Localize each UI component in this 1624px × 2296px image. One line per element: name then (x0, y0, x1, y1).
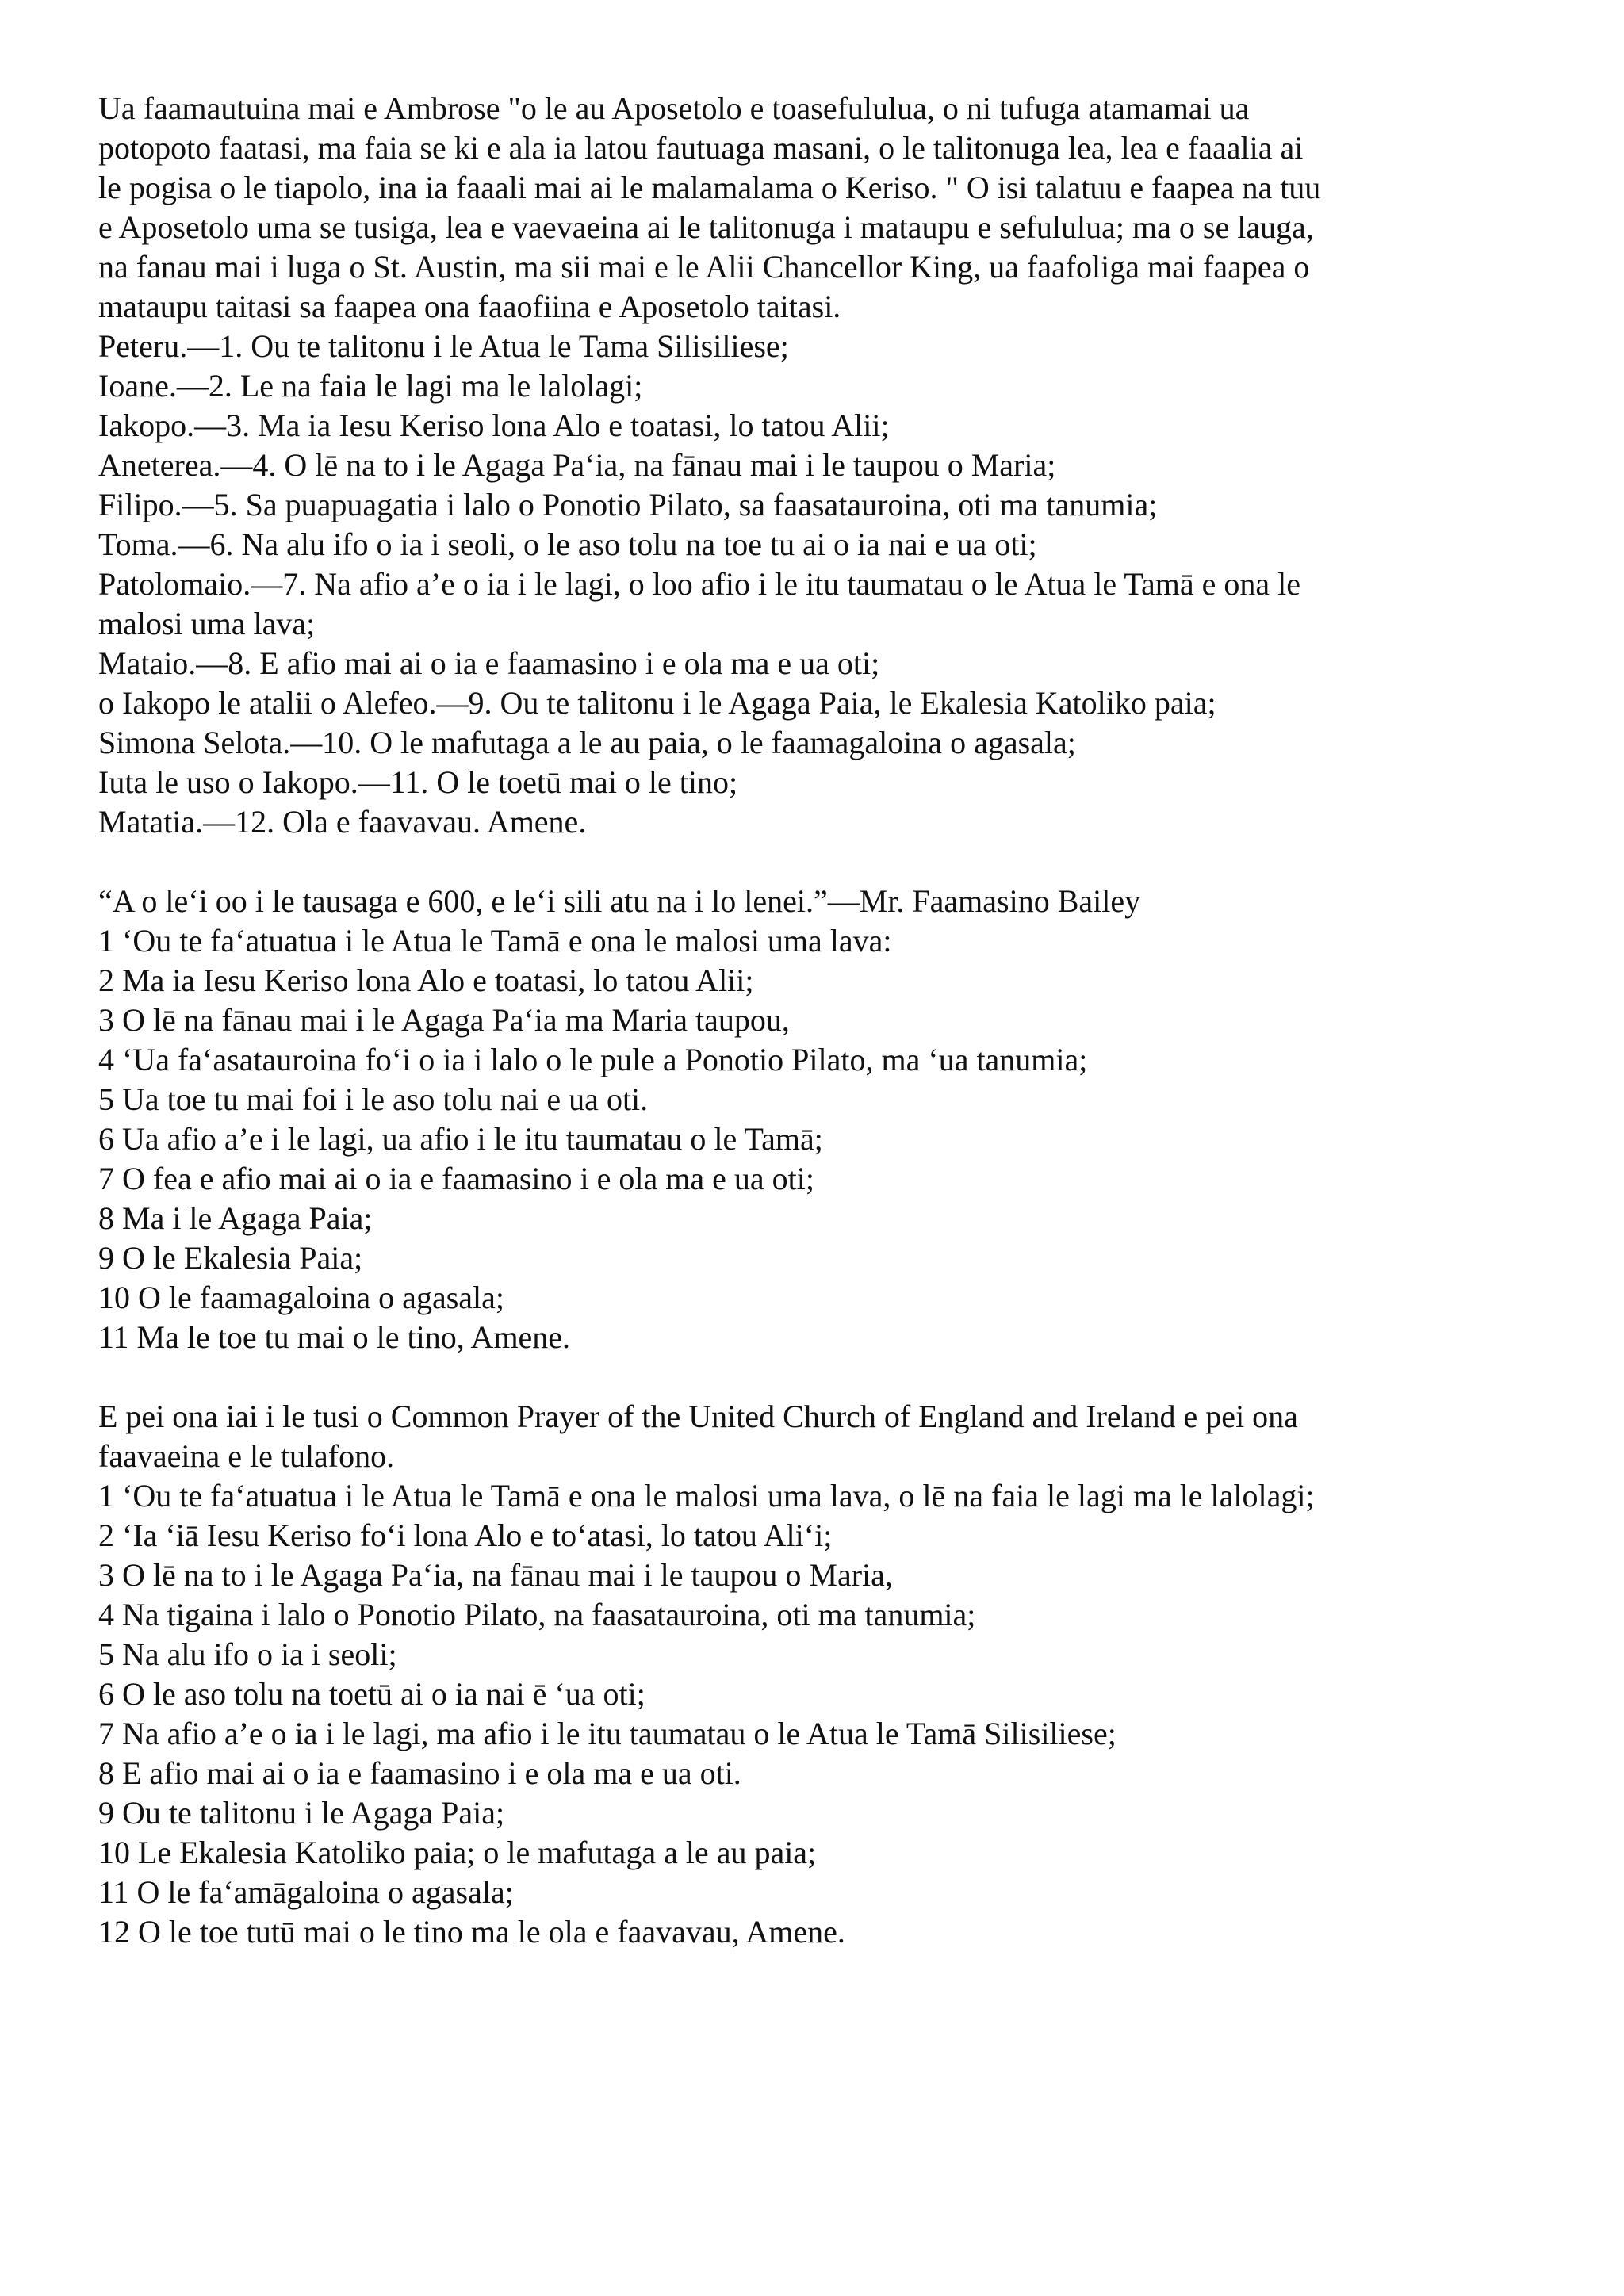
creed-article-line: 11 O le fa‘amāgaloina o agasala; (98, 1874, 514, 1910)
apostle-article-line: o Iakopo le atalii o Alefeo.—9. Ou te talitonu i le Agaga Paia, le Ekalesia Katoliko paia; (98, 685, 1216, 721)
apostle-article-line: Patolomaio.—7. Na afio a’e o ia i le lagi, o loo afio i le itu taumatau o le Atua le Tamā e ona le (98, 566, 1300, 602)
apostle-article-line: Toma.—6. Na alu ifo o ia i seoli, o le aso tolu na toe tu ai o ia nai e ua oti; (98, 526, 1037, 562)
creed-article-line: 10 Le Ekalesia Katoliko paia; o le mafutaga a le au paia; (98, 1835, 817, 1870)
apostle-article-line: Peteru.—1. Ou te talitonu i le Atua le Tama Silisiliese; (98, 328, 789, 364)
creed-article-line: 3 O lē na to i le Agaga Pa‘ia, na fānau mai i le taupou o Maria, (98, 1557, 893, 1593)
text-line: le pogisa o le tiapolo, ina ia faaali mai ai le malamalama o Keriso. " O isi talatuu e faapea na tuu (98, 170, 1321, 205)
quote-line: “A o le‘i oo i le tausaga e 600, e le‘i sili atu na i lo lenei.”—Mr. Faamasino Bailey (98, 883, 1141, 919)
apostle-article-line: Simona Selota.—10. O le mafutaga a le au paia, o le faamagaloina o agasala; (98, 725, 1076, 760)
creed-article-line: 5 Ua toe tu mai foi i le aso tolu nai e ua oti. (98, 1081, 649, 1117)
creed-article-line: 8 E afio mai ai o ia e faamasino i e ola ma e ua oti. (98, 1755, 741, 1791)
apostle-article-line: Iakopo.—3. Ma ia Iesu Keriso lona Alo e toatasi, lo tatou Alii; (98, 408, 890, 443)
text-line: na fanau mai i luga o St. Austin, ma sii mai e le Alii Chancellor King, ua faafoliga mai faapea o (98, 249, 1310, 285)
apostle-article-line: malosi uma lava; (98, 606, 316, 641)
text-line: e Aposetolo uma se tusiga, lea e vaevaeina ai le talitonuga i mataupu e sefululua; ma o se lauga, (98, 209, 1314, 245)
creed-article-line: 7 Na afio a’e o ia i le lagi, ma afio i le itu taumatau o le Atua le Tamā Silisiliese; (98, 1716, 1116, 1751)
apostle-article-line: Matatia.—12. Ola e faavavau. Amene. (98, 804, 587, 840)
creed-article-line: 11 Ma le toe tu mai o le tino, Amene. (98, 1319, 571, 1355)
paragraph-gap (98, 842, 1529, 882)
creed-article-line: 2 ‘Ia ‘iā Iesu Keriso fo‘i lona Alo e to‘atasi, lo tatou Ali‘i; (98, 1517, 833, 1553)
text-line: faavaeina e le tulafono. (98, 1438, 395, 1474)
apostle-article-line: Filipo.—5. Sa puapuagatia i lalo o Ponotio Pilato, sa faasatauroina, oti ma tanumia; (98, 487, 1158, 522)
creed-article-line: 1 ‘Ou te fa‘atuatua i le Atua le Tamā e ona le malosi uma lava: (98, 923, 892, 959)
creed-article-line: 9 Ou te talitonu i le Agaga Paia; (98, 1795, 505, 1831)
creed-article-line: 3 O lē na fānau mai i le Agaga Pa‘ia ma Maria taupou, (98, 1002, 790, 1038)
text-line: Ua faamautuina mai e Ambrose "o le au Aposetolo e toasefululua, o ni tufuga atamamai ua (98, 90, 1250, 126)
text-line: potopoto faatasi, ma faia se ki e ala ia latou fautuaga masani, o le talitonuga lea, lea e faaalia ai (98, 130, 1304, 166)
creed-article-line: 6 Ua afio a’e i le lagi, ua afio i le itu taumatau o le Tamā; (98, 1121, 823, 1157)
creed-article-line: 10 O le faamagaloina o agasala; (98, 1280, 504, 1315)
apostle-article-line: Ioane.—2. Le na faia le lagi ma le lalolagi; (98, 368, 643, 404)
common-prayer-section (98, 1397, 1529, 1952)
creed-article-line: 8 Ma i le Agaga Paia; (98, 1200, 373, 1236)
apostle-article-line: Mataio.—8. E afio mai ai o ia e faamasino i e ola ma e ua oti; (98, 645, 880, 681)
text-line: mataupu taitasi sa faapea ona faaofiina e Aposetolo taitasi. (98, 289, 841, 324)
creed-article-line: 9 O le Ekalesia Paia; (98, 1240, 363, 1276)
creed-article-line: 4 Na tigaina i lalo o Ponotio Pilato, na faasatauroina, oti ma tanumia; (98, 1597, 976, 1632)
creed-article-line: 4 ‘Ua fa‘asatauroina fo‘i o ia i lalo o le pule a Ponotio Pilato, ma ‘ua tanumia; (98, 1042, 1088, 1077)
creed-article-line: 1 ‘Ou te fa‘atuatua i le Atua le Tamā e ona le malosi uma lava, o lē na faia le lagi ma le lalolagi; (98, 1478, 1315, 1513)
creed-article-line: 6 O le aso tolu na toetū ai o ia nai ē ‘ua oti; (98, 1676, 645, 1712)
creed-article-line: 7 O fea e afio mai ai o ia e faamasino i e ola ma e ua oti; (98, 1161, 814, 1196)
creed-article-line: 5 Na alu ifo o ia i seoli; (98, 1636, 397, 1672)
intro-section (98, 89, 1529, 842)
creed-article-line: 2 Ma ia Iesu Keriso lona Alo e toatasi, lo tatou Alii; (98, 962, 754, 998)
paragraph-gap (98, 1357, 1529, 1397)
text-line: E pei ona iai i le tusi o Common Prayer of the United Church of England and Ireland e pei ona (98, 1399, 1298, 1434)
bailey-section (98, 882, 1529, 1357)
apostle-article-line: Iuta le uso o Iakopo.—11. O le toetū mai o le tino; (98, 764, 738, 800)
creed-article-line: 12 O le toe tutū mai o le tino ma le ola e faavavau, Amene. (98, 1914, 845, 1950)
apostle-article-line: Aneterea.—4. O lē na to i le Agaga Pa‘ia, na fānau mai i le taupou o Maria; (98, 447, 1056, 483)
